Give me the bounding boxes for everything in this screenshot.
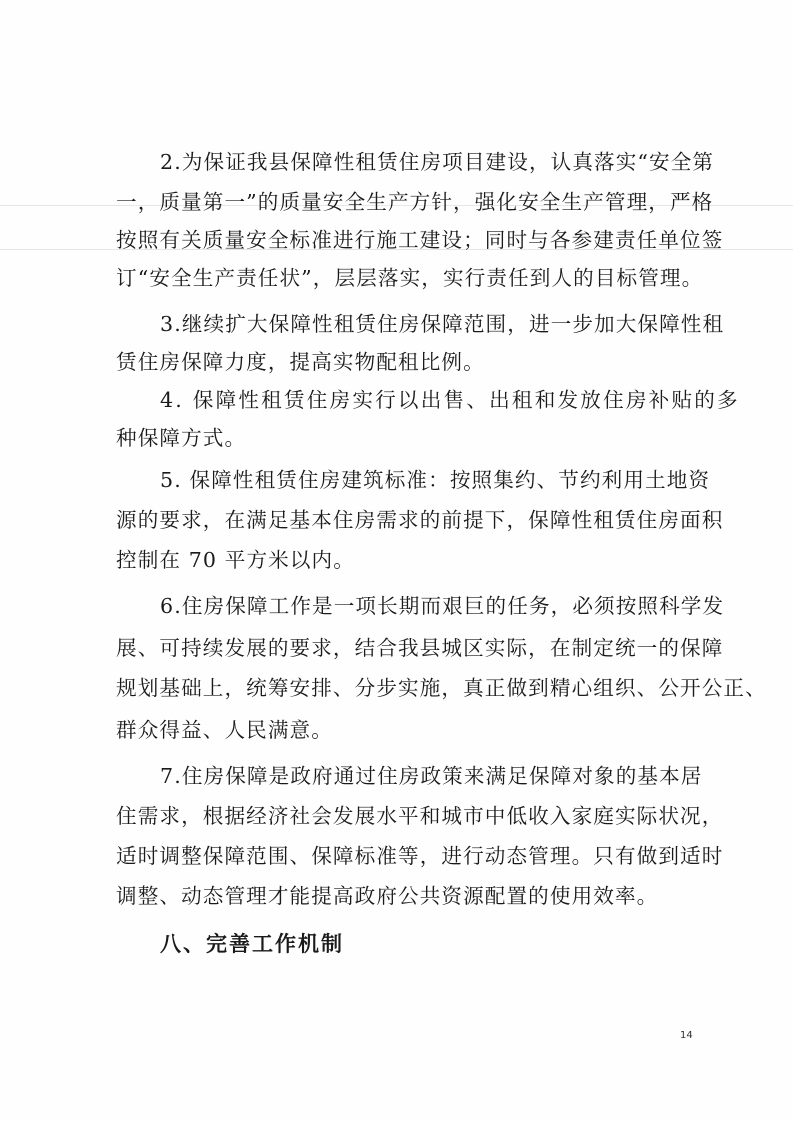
paragraph-line: 适时调整保障范围、保障标准等，进行动态管理。只有做到适时	[116, 844, 724, 868]
paragraph-line: 7.住房保障是政府通过住房政策来满足保障对象的基本居	[160, 764, 703, 788]
paragraph-line: 规划基础上，统筹安排、分步实施，真正做到精心组织、公开公正、	[116, 676, 767, 700]
page-number: 14	[680, 1030, 693, 1041]
paragraph-line: 住需求，根据经济社会发展水平和城市中低收入家庭实际状况，	[116, 804, 724, 828]
paragraph-line: 调整、动态管理才能提高政府公共资源配置的使用效率。	[116, 884, 659, 908]
paragraph-line: 一，质量第一”的质量安全生产方针，强化安全生产管理，严格	[116, 190, 714, 214]
paragraph-line: 2.为保证我县保障性租赁住房项目建设，认真落实“安全第	[160, 150, 715, 174]
paragraph-line: 订“安全生产责任状”，层层落实，实行责任到人的目标管理。	[116, 266, 704, 290]
paragraph-line: 展、可持续发展的要求，结合我县城区实际，在制定统一的保障	[116, 636, 724, 660]
paragraph-line: 源的要求，在满足基本住房需求的前提下，保障性租赁住房面积	[116, 508, 724, 532]
paragraph-line: 控制在 70 平方米以内。	[116, 548, 355, 572]
section-heading: 八、完善工作机制	[160, 932, 344, 956]
paragraph-line: 按照有关质量安全标准进行施工建设；同时与各参建责任单位签	[116, 228, 724, 252]
paragraph-line: 6.住房保障工作是一项长期而艰巨的任务，必须按照科学发	[160, 594, 725, 618]
paragraph-line: 群众得益、人民满意。	[116, 718, 333, 742]
paragraph-line: 4. 保障性租赁住房实行以出售、出租和发放住房补贴的多	[160, 388, 740, 412]
paragraph-line: 种保障方式。	[116, 426, 247, 450]
paragraph-line: 5. 保障性租赁住房建筑标准：按照集约、节约利用土地资	[160, 468, 711, 492]
paragraph-line: 3.继续扩大保障性租赁住房保障范围，进一步加大保障性租	[160, 312, 725, 336]
paragraph-line: 赁住房保障力度，提高实物配租比例。	[116, 350, 485, 374]
